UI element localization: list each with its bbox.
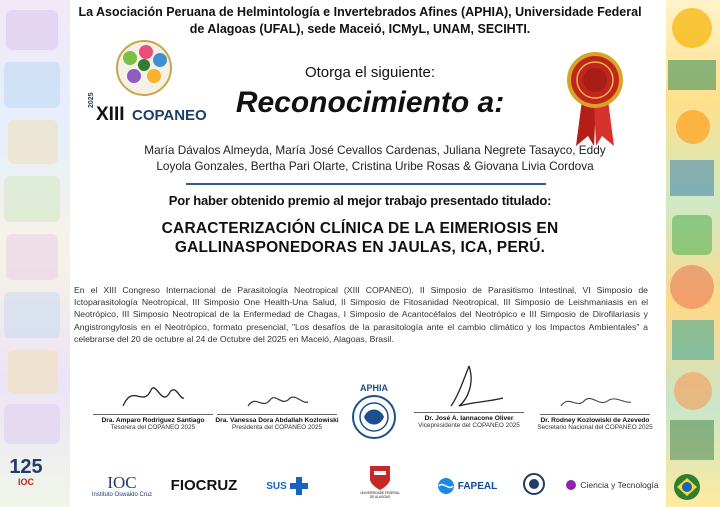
left-decorative-border: [0, 0, 70, 507]
signature-line: [217, 414, 337, 415]
fapeal-logo: [432, 474, 502, 498]
logo-year: 2025: [88, 92, 95, 108]
logo-number: XIII: [96, 104, 125, 125]
footer-logos: [0, 456, 720, 507]
ciencia-tecnologia-logo: [560, 474, 664, 496]
sus-cross-icon: [290, 477, 308, 495]
signature-block: [212, 390, 342, 431]
ufal-crest-icon: [369, 465, 391, 491]
award-seal: [560, 48, 630, 148]
signature-name: Dr. Rodney Kozlowiski de Azevedo: [540, 417, 650, 424]
signature-scribble: [429, 362, 509, 412]
signature-block: [88, 378, 218, 431]
work-title: CARACTERIZACIÓN CLÍNICA DE LA EIMERIOSIS EN GALLINASPONEDORAS EN JAULAS, ICA, PERÚ.: [161, 220, 559, 256]
brazil-flag-logo: [672, 472, 702, 502]
aphia-logo: [350, 383, 398, 443]
signature-role: Secretario Nacional del COPANEO 2025: [537, 424, 653, 431]
brazil-flag-icon: [673, 473, 701, 501]
ciencia-text: Ciencia y Tecnología: [580, 480, 659, 490]
sus-text: SUS: [266, 480, 287, 492]
divider-line: [186, 183, 546, 185]
ioc-subtitle: Instituto Oswaldo Cruz: [91, 492, 153, 498]
certificate-title: Reconocimiento a:: [235, 86, 505, 119]
fapeal-globe-icon: [437, 477, 455, 495]
aphia-logo-text: APHIA: [359, 383, 388, 393]
signature-block: [530, 392, 660, 431]
header-organizations: La Asociación Peruana de Helmintología e Invertebrados Afines (APHIA), Universidade Federal de Alagoas (UFAL), sede Maceió, ICMyL, UNAM, SECIHTI.: [78, 5, 642, 36]
signature-scribble: [555, 392, 635, 414]
signature-role: Presidenta del COPANEO 2025: [231, 424, 323, 431]
signature-role: Tesorera del COPANEO 2025: [110, 424, 196, 431]
ioc-125-logo: [2, 446, 50, 498]
ioc-125-sub: IOC: [17, 477, 34, 487]
logo-name: COPANEO: [132, 107, 207, 124]
signature-line: [540, 414, 650, 415]
award-reason: Por haber obtenido premio al mejor trabajo presentado titulado:: [168, 193, 552, 208]
seal-logo: [522, 472, 546, 496]
ciencia-icon: [565, 479, 577, 491]
signature-name: Dr. José A. Iannacone Oliver: [424, 415, 514, 422]
signature-block: [404, 362, 534, 429]
right-decorative-border: [666, 0, 720, 507]
recipients-names: María Dávalos Almeyda, María José Cevallos Cardenas, Juliana Negrete Tasayco, Eddy Loyola Gonzales, Bertha Pari Olarte, Cristina Uribe Rosas & Giovana Livia Cordova: [144, 143, 606, 173]
signature-line: [414, 412, 524, 413]
copaneo-wordmark: [88, 92, 208, 126]
ioc-125-number: 125: [9, 456, 43, 478]
body-text: En el XIII Congreso Internacional de Parasitología Neotropical (XIII COPANEO), II Simposio de Parasitismo Intestinal, VI Simposio de Ictoparasitología Neotropical, III Simposio One Health-Una Salud, II Simposio de Fitosanidad Neotropical, III Simposio de Leishmaniasis en el Neotrópico, III Simposio Neotropical de la Enfermedad de Chagas, I Simposio de Acantocéfalos del Neotrópico e III Simposio de Dirofilariasis y Angistrongylosis en el Neotrópico, formato presencial, "Los desafíos de la parasitología ante el cambio climático y los Impactos Ambientales" a celebrarse del 20 de octubre al 24 de Octubre del 2025 en Maceió, Alagoas, Brasil.: [74, 285, 648, 344]
signature-line: [93, 414, 213, 415]
ioc-logo: [82, 466, 162, 506]
signature-scribble: [242, 390, 312, 414]
signature-name: Dra. Amparo Rodriguez Santiago: [101, 417, 205, 424]
fapeal-text: FAPEAL: [457, 480, 498, 492]
ufal-logo: [360, 462, 400, 502]
signature-name: Dra. Vanessa Dora Abdallah Kozlowiski: [215, 417, 339, 424]
sus-logo: [262, 474, 312, 498]
signature-role: Vicepresidente del COPANEO 2025: [418, 422, 520, 429]
fiocruz-logo: [164, 472, 244, 498]
ioc-text: IOC: [107, 473, 137, 492]
fiocruz-text: FIOCRUZ: [170, 476, 238, 494]
ufal-text: UNIVERSIDADE FEDERAL DE ALAGOAS: [360, 491, 400, 499]
institution-seal-icon: [523, 473, 545, 495]
otorga-text: Otorga el siguiente:: [304, 64, 436, 81]
signature-scribble: [118, 378, 188, 414]
